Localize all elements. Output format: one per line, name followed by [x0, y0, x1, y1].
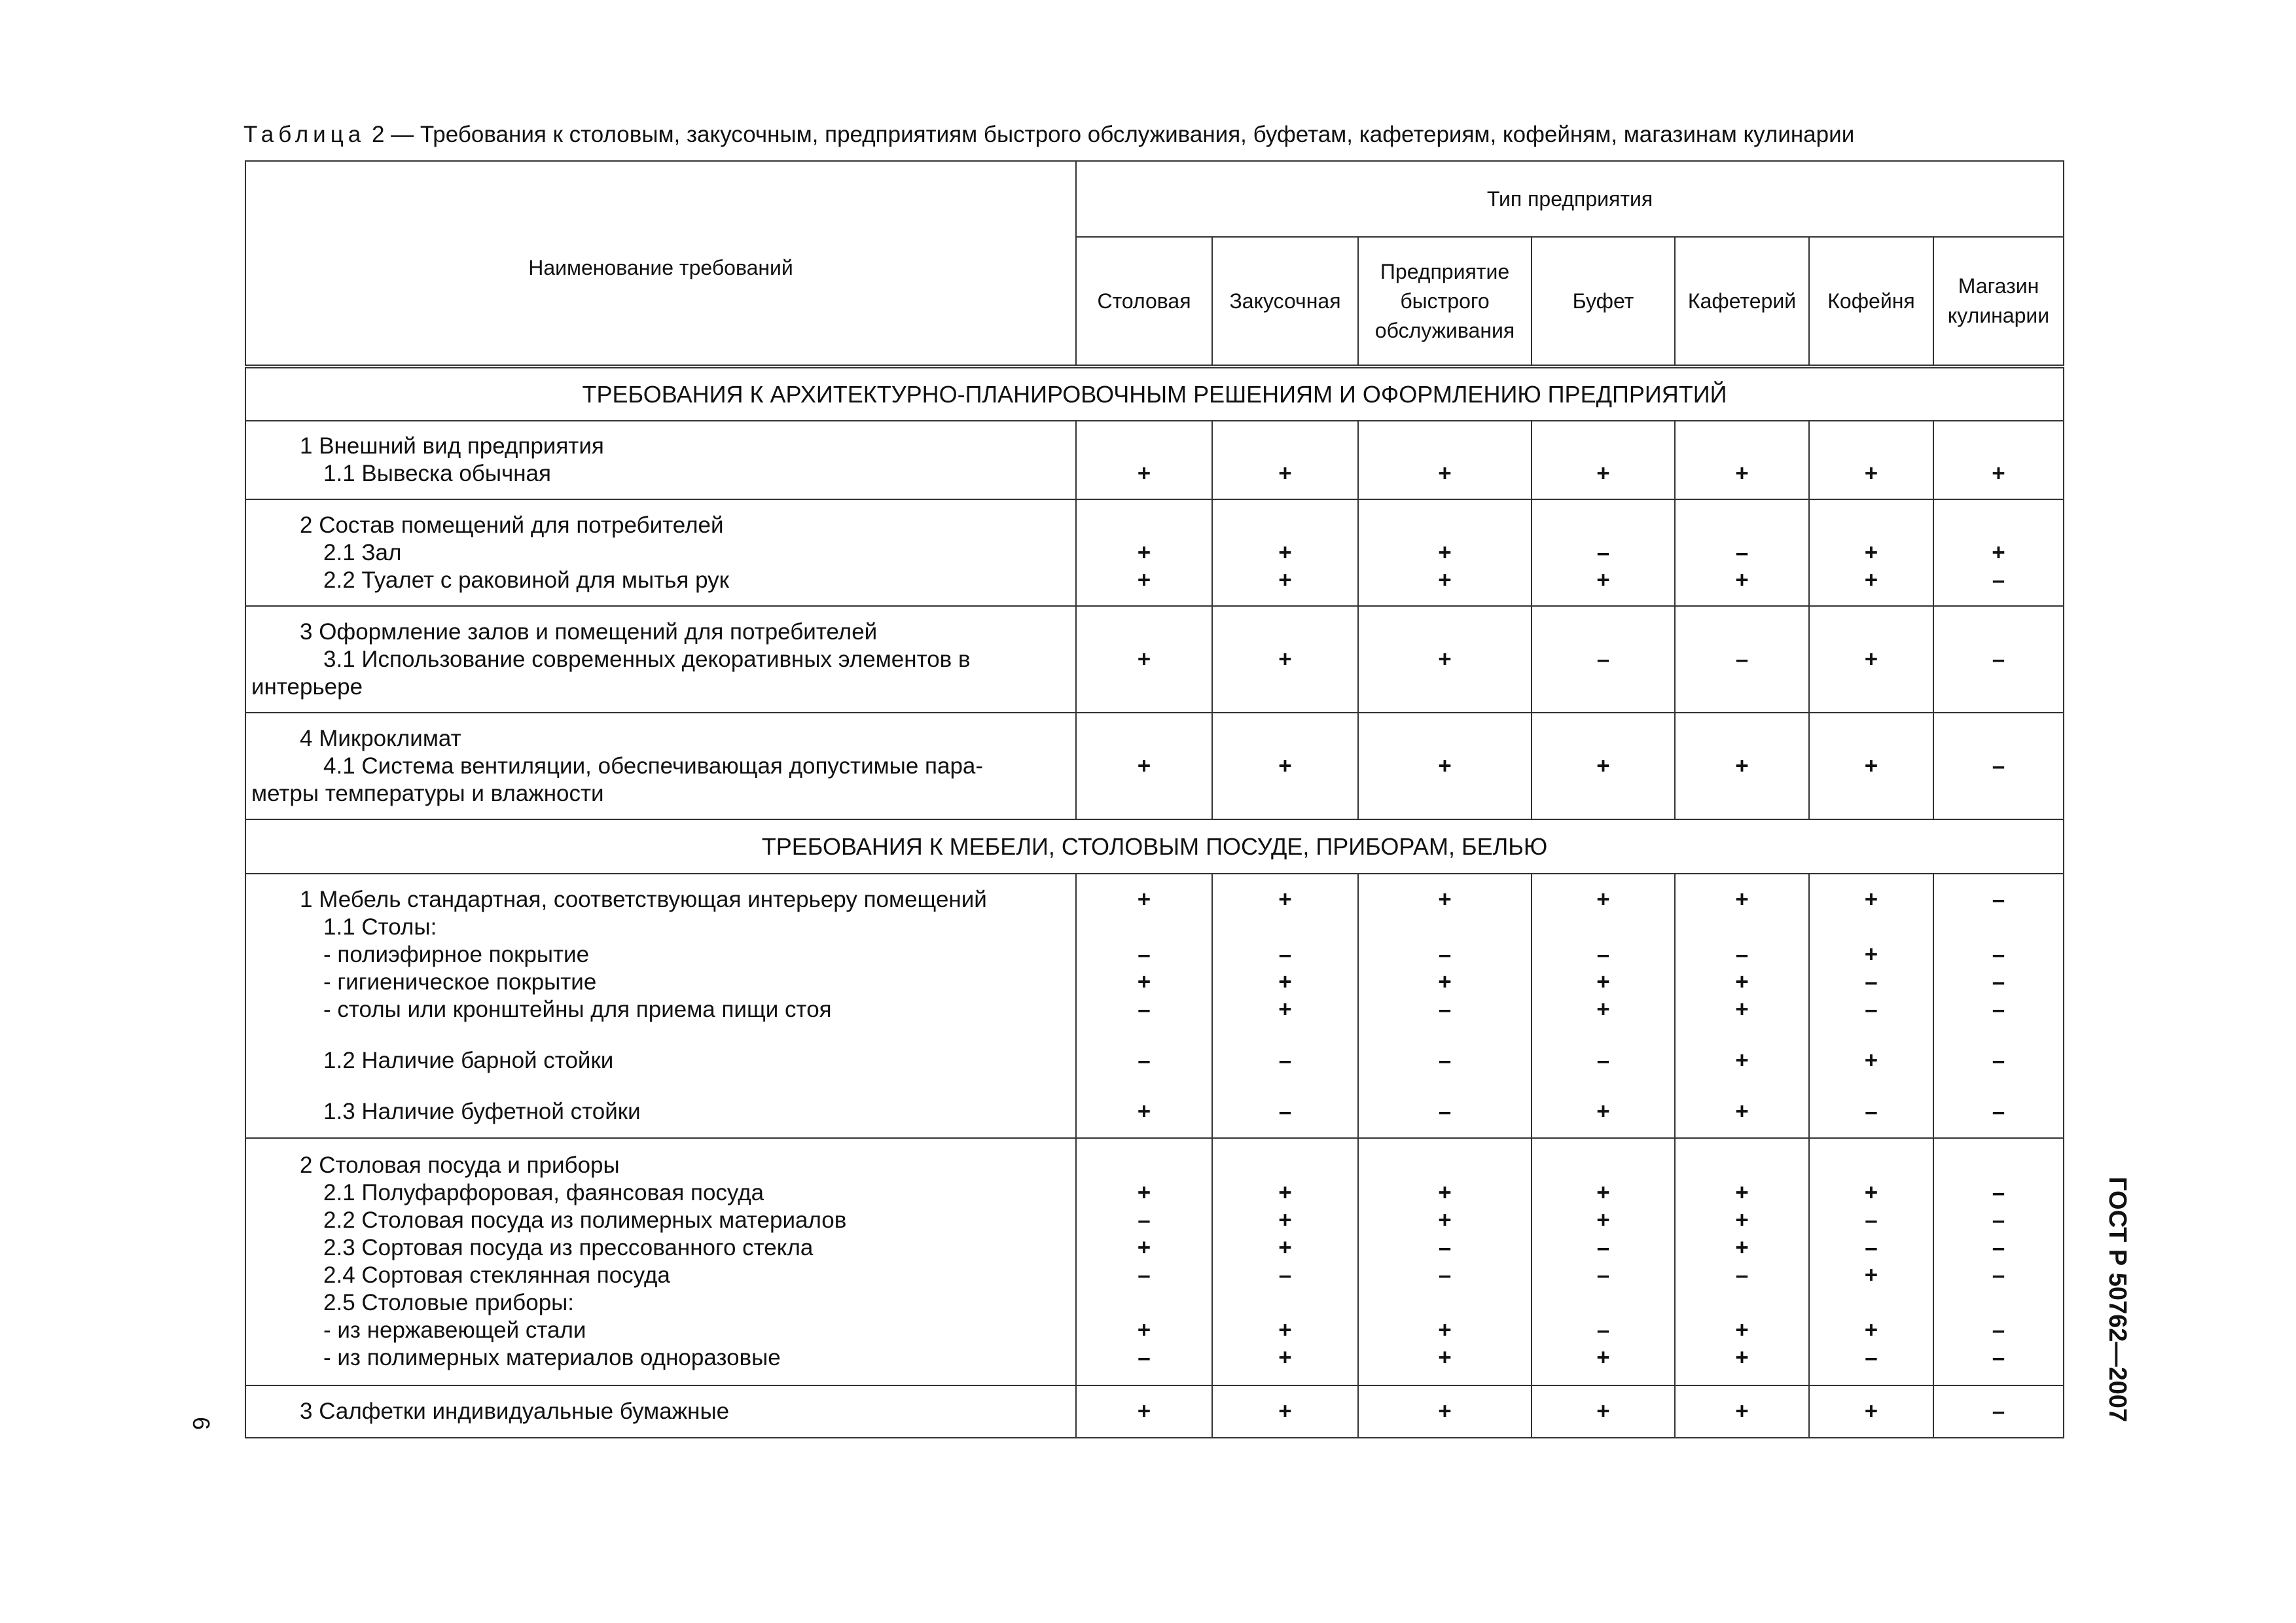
mark-cell	[1809, 421, 1933, 499]
mark-value: +	[1137, 646, 1151, 672]
mark-cell	[1076, 713, 1212, 819]
mark-value: –	[1438, 1099, 1452, 1124]
mark-value: –	[1596, 1262, 1610, 1288]
column-header-line: быстрого	[1400, 289, 1490, 313]
mark-cell	[1675, 713, 1809, 819]
standard-designation-text: ГОСТ Р 50762—2007	[2103, 1176, 2131, 1422]
mark-cell	[1809, 499, 1933, 606]
mark-value: +	[1278, 539, 1292, 565]
requirement-line: 4.1 Система вентиляции, обеспечивающая допустимые пара-	[323, 753, 984, 779]
requirement-line: 3.1 Использование современных декоративных элементов в	[323, 646, 971, 672]
column-header-line: Предприятие	[1380, 259, 1510, 283]
requirement-cell	[245, 1138, 1076, 1385]
requirement-line: 1.2 Наличие барной стойки	[323, 1048, 614, 1073]
requirement-line: - гигиеническое покрытие	[323, 969, 597, 995]
mark-value: +	[1137, 969, 1151, 995]
mark-value: –	[1992, 942, 2005, 967]
mark-value: +	[1137, 1317, 1151, 1343]
mark-value	[1077, 512, 1211, 539]
requirement-cell	[245, 499, 1076, 606]
table-row	[245, 499, 2064, 606]
mark-cell	[1532, 1385, 1675, 1438]
requirement-line: 1.3 Наличие буфетной стойки	[323, 1099, 641, 1124]
mark-value: –	[1138, 1207, 1151, 1233]
mark-value: –	[1992, 1399, 2005, 1424]
mark-value: +	[1735, 1345, 1749, 1370]
requirement-cell	[245, 874, 1076, 1138]
mark-value: +	[1735, 1235, 1749, 1260]
mark-value: +	[1278, 1180, 1292, 1205]
mark-value: +	[1438, 1317, 1452, 1343]
spacer	[251, 1075, 1064, 1098]
mark-cell	[1212, 874, 1358, 1138]
mark-value: +	[1864, 567, 1878, 593]
spacer	[1213, 1024, 1357, 1047]
requirement-line: 2.4 Сортовая стеклянная посуда	[323, 1262, 670, 1288]
mark-value: +	[1992, 461, 2005, 486]
mark-value: +	[1864, 1262, 1878, 1288]
mark-value: +	[1438, 753, 1452, 779]
mark-cell	[1076, 421, 1212, 499]
mark-value: +	[1137, 1099, 1151, 1124]
mark-value: –	[1865, 1207, 1878, 1233]
mark-value: –	[1865, 1345, 1878, 1370]
mark-value: –	[1596, 1048, 1610, 1073]
mark-value	[1213, 433, 1357, 460]
caption-text: 2 — Требования к столовым, закусочным, предприятиям быстрого обслуживания, буфетам, кафетериям, кофейням, магазинам кулинарии	[371, 122, 1855, 147]
mark-value: –	[1278, 1099, 1292, 1124]
table-row	[245, 713, 2064, 819]
spacer	[1676, 1075, 1808, 1098]
requirement-line: 1.1 Столы:	[323, 914, 437, 940]
mark-value	[1532, 914, 1674, 941]
mark-value: –	[1992, 997, 2005, 1022]
mark-cell	[1076, 1385, 1212, 1438]
mark-value: +	[1438, 969, 1452, 995]
mark-value: +	[1735, 461, 1749, 486]
section-title: ТРЕБОВАНИЯ К АРХИТЕКТУРНО-ПЛАНИРОВОЧНЫМ РЕШЕНИЯМ И ОФОРМЛЕНИЮ ПРЕДПРИЯТИЙ	[245, 366, 2064, 421]
mark-cell	[1532, 713, 1675, 819]
requirement-line: 3 Салфетки индивидуальные бумажные	[300, 1399, 730, 1424]
column-header-line: Закусочная	[1229, 289, 1341, 313]
requirement-cell	[245, 1385, 1076, 1438]
mark-value	[1810, 433, 1933, 460]
mark-cell	[1675, 606, 1809, 713]
table-row	[245, 1138, 2064, 1385]
table-caption	[243, 122, 1854, 148]
mark-value	[1213, 1152, 1357, 1179]
mark-value: +	[1596, 753, 1610, 779]
mark-value: +	[1864, 1399, 1878, 1424]
mark-value: +	[1735, 1317, 1749, 1343]
table-row	[245, 1385, 2064, 1438]
mark-value: +	[1596, 1345, 1610, 1370]
mark-value: –	[1865, 1099, 1878, 1124]
mark-value	[1934, 512, 2063, 539]
mark-value	[1359, 1289, 1531, 1317]
mark-value: –	[1138, 1262, 1151, 1288]
mark-value: +	[1137, 753, 1151, 779]
mark-value: –	[1438, 997, 1452, 1022]
mark-value: –	[1138, 997, 1151, 1022]
spacer	[1213, 1075, 1357, 1098]
mark-value: –	[1992, 1180, 2005, 1205]
mark-value: –	[1992, 969, 2005, 995]
mark-value: –	[1596, 942, 1610, 967]
mark-value	[1676, 914, 1808, 941]
mark-value: +	[1596, 567, 1610, 593]
mark-value: +	[1278, 997, 1292, 1022]
requirement-line: - столы или кронштейны для приема пищи стоя	[323, 997, 832, 1022]
mark-value: –	[1992, 1345, 2005, 1370]
mark-cell	[1212, 713, 1358, 819]
mark-cell	[1675, 874, 1809, 1138]
mark-value: +	[1864, 461, 1878, 486]
requirement-line: 2.2 Столовая посуда из полимерных материалов	[323, 1207, 847, 1233]
enterprise-type-header: Тип предприятия	[1076, 161, 2064, 237]
mark-value: +	[1596, 1099, 1610, 1124]
mark-cell	[1358, 713, 1532, 819]
requirement-line: 3 Оформление залов и помещений для потребителей	[300, 618, 878, 645]
column-header-line: Кафетерий	[1687, 289, 1797, 313]
mark-cell	[1076, 499, 1212, 606]
mark-cell	[1076, 874, 1212, 1138]
mark-cell	[1933, 1138, 2064, 1385]
mark-value: +	[1864, 1317, 1878, 1343]
mark-value: –	[1596, 1317, 1610, 1343]
mark-value: –	[1138, 942, 1151, 967]
mark-value: +	[1596, 1207, 1610, 1233]
spacer	[1934, 1075, 2063, 1098]
mark-value	[1359, 433, 1531, 460]
spacer	[1077, 1024, 1211, 1047]
mark-value: +	[1278, 753, 1292, 779]
mark-cell	[1933, 713, 2064, 819]
page-number-text: 6	[188, 1416, 215, 1431]
mark-cell	[1212, 499, 1358, 606]
requirement-line: 4 Микроклимат	[300, 725, 461, 751]
mark-value: +	[1864, 887, 1878, 912]
mark-value	[1934, 1152, 2063, 1179]
mark-value: –	[1138, 1345, 1151, 1370]
mark-value	[1213, 914, 1357, 941]
requirement-line: 2.3 Сортовая посуда из прессованного стекла	[323, 1235, 814, 1260]
mark-value	[1077, 914, 1211, 941]
requirement-line: 2 Состав помещений для потребителей	[300, 512, 724, 538]
mark-value: +	[1596, 1180, 1610, 1205]
column-header-line: Буфет	[1572, 289, 1634, 313]
mark-value: +	[1596, 887, 1610, 912]
mark-cell	[1809, 1385, 1933, 1438]
requirement-line: 2.1 Полуфарфоровая, фаянсовая посуда	[323, 1180, 764, 1205]
mark-value: +	[1278, 1207, 1292, 1233]
mark-value: +	[1278, 1399, 1292, 1424]
mark-cell	[1675, 499, 1809, 606]
mark-value: +	[1735, 997, 1749, 1022]
mark-value: +	[1735, 1099, 1749, 1124]
mark-value	[1359, 914, 1531, 941]
mark-value: +	[1137, 1180, 1151, 1205]
mark-value: +	[1438, 646, 1452, 672]
mark-value: +	[1438, 567, 1452, 593]
mark-value: +	[1864, 539, 1878, 565]
mark-value: +	[1735, 753, 1749, 779]
mark-value: –	[1992, 567, 2005, 593]
spacer	[1359, 1075, 1531, 1098]
mark-cell	[1809, 874, 1933, 1138]
mark-value: +	[1735, 1399, 1749, 1424]
column-header-line: обслуживания	[1374, 318, 1515, 342]
mark-value: +	[1596, 969, 1610, 995]
requirement-line: метры температуры и влажности	[251, 780, 604, 806]
mark-cell	[1212, 1138, 1358, 1385]
mark-cell	[1212, 1385, 1358, 1438]
mark-cell	[1358, 874, 1532, 1138]
mark-value	[1532, 512, 1674, 539]
spacer	[251, 1024, 1064, 1047]
mark-cell	[1532, 421, 1675, 499]
enterprise-type-column-4	[1675, 237, 1809, 366]
mark-value	[1532, 1289, 1674, 1317]
mark-cell	[1675, 1138, 1809, 1385]
mark-value: –	[1992, 1099, 2005, 1124]
mark-cell	[1532, 874, 1675, 1138]
mark-value: +	[1278, 567, 1292, 593]
enterprise-type-column-0	[1076, 237, 1212, 366]
spacer	[1532, 1024, 1674, 1047]
mark-value: +	[1735, 1048, 1749, 1073]
mark-value: +	[1864, 1048, 1878, 1073]
mark-value	[1676, 512, 1808, 539]
mark-value: +	[1438, 461, 1452, 486]
mark-value: –	[1735, 1262, 1749, 1288]
mark-value	[1213, 512, 1357, 539]
mark-cell	[1358, 421, 1532, 499]
mark-value: –	[1438, 1235, 1452, 1260]
mark-value: +	[1438, 1207, 1452, 1233]
column-header-line: Столовая	[1097, 289, 1191, 313]
mark-value: +	[1137, 539, 1151, 565]
mark-value: –	[1992, 887, 2005, 912]
requirements-table	[245, 160, 2064, 1438]
mark-cell	[1933, 499, 2064, 606]
spacer	[1934, 1024, 2063, 1047]
standard-designation	[2090, 1158, 2143, 1440]
mark-value: +	[1735, 887, 1749, 912]
spacer	[1532, 1075, 1674, 1098]
requirement-line: 1 Мебель стандартная, соответствующая интерьеру помещений	[300, 887, 987, 912]
requirement-cell	[245, 421, 1076, 499]
mark-value: –	[1138, 1048, 1151, 1073]
requirement-line: 2.1 Зал	[323, 539, 402, 565]
column-header-line: Магазин	[1958, 274, 2039, 298]
mark-value: –	[1992, 646, 2005, 672]
mark-value: –	[1992, 753, 2005, 779]
requirement-line: 1.1 Вывеска обычная	[323, 461, 551, 486]
mark-value: +	[1438, 1180, 1452, 1205]
mark-value	[1532, 1152, 1674, 1179]
spacer	[1810, 1075, 1933, 1098]
mark-value	[1077, 1152, 1211, 1179]
mark-cell	[1809, 606, 1933, 713]
mark-value: +	[1278, 646, 1292, 672]
mark-value: +	[1278, 887, 1292, 912]
mark-value	[1359, 512, 1531, 539]
mark-cell	[1358, 1385, 1532, 1438]
mark-value: +	[1864, 942, 1878, 967]
requirement-line: интерьере	[251, 673, 363, 700]
mark-value	[1934, 433, 2063, 460]
mark-value: +	[1735, 969, 1749, 995]
mark-value	[1676, 433, 1808, 460]
section-title: ТРЕБОВАНИЯ К МЕБЕЛИ, СТОЛОВЫМ ПОСУДЕ, ПРИБОРАМ, БЕЛЬЮ	[245, 819, 2064, 874]
mark-value	[1676, 1152, 1808, 1179]
mark-value: +	[1278, 969, 1292, 995]
mark-value	[1810, 1289, 1933, 1317]
mark-cell	[1933, 606, 2064, 713]
mark-value	[1810, 914, 1933, 941]
requirement-line: 2.2 Туалет с раковиной для мытья рук	[323, 567, 729, 593]
section-row	[245, 819, 2064, 874]
mark-value: –	[1865, 997, 1878, 1022]
requirement-column-header: Наименование требований	[245, 161, 1076, 366]
mark-value: +	[1438, 1345, 1452, 1370]
mark-value: +	[1596, 1399, 1610, 1424]
mark-value: +	[1137, 567, 1151, 593]
mark-value: –	[1992, 1262, 2005, 1288]
spacer	[1810, 1024, 1933, 1047]
enterprise-type-column-5	[1809, 237, 1933, 366]
mark-cell	[1532, 606, 1675, 713]
section-row	[245, 366, 2064, 421]
mark-value: +	[1864, 1180, 1878, 1205]
mark-cell	[1933, 1385, 2064, 1438]
mark-value: +	[1438, 539, 1452, 565]
table-row	[245, 874, 2064, 1138]
mark-value	[1213, 1289, 1357, 1317]
mark-value: –	[1992, 1317, 2005, 1343]
mark-value	[1810, 1152, 1933, 1179]
mark-value: +	[1137, 1235, 1151, 1260]
mark-value: –	[1596, 539, 1610, 565]
mark-value: –	[1438, 1262, 1452, 1288]
mark-cell	[1358, 1138, 1532, 1385]
column-header-line: Кофейня	[1827, 289, 1915, 313]
mark-cell	[1532, 1138, 1675, 1385]
mark-value: –	[1438, 942, 1452, 967]
mark-value	[1077, 433, 1211, 460]
requirement-cell	[245, 606, 1076, 713]
enterprise-type-column-1	[1212, 237, 1358, 366]
mark-value: –	[1438, 1048, 1452, 1073]
mark-cell	[1675, 1385, 1809, 1438]
caption-lead: Таблица	[243, 122, 366, 147]
table-row	[245, 606, 2064, 713]
mark-cell	[1532, 499, 1675, 606]
mark-value	[1810, 512, 1933, 539]
mark-value: –	[1992, 1048, 2005, 1073]
mark-value: +	[1735, 1207, 1749, 1233]
mark-value	[1676, 1289, 1808, 1317]
mark-cell	[1809, 713, 1933, 819]
requirement-line: 2.5 Столовые приборы:	[323, 1290, 575, 1315]
requirement-line: 1 Внешний вид предприятия	[300, 433, 604, 459]
mark-value: +	[1278, 461, 1292, 486]
mark-value: +	[1438, 887, 1452, 912]
page-number	[185, 1407, 217, 1440]
mark-value: +	[1864, 646, 1878, 672]
mark-value: –	[1278, 1048, 1292, 1073]
mark-cell	[1076, 606, 1212, 713]
mark-value: +	[1596, 461, 1610, 486]
header-row-top	[245, 161, 2064, 237]
mark-value: –	[1596, 1235, 1610, 1260]
mark-cell	[1358, 606, 1532, 713]
mark-value	[1934, 1289, 2063, 1317]
column-header-line: кулинарии	[1947, 304, 2050, 327]
mark-value: –	[1865, 969, 1878, 995]
mark-value: +	[1278, 1235, 1292, 1260]
mark-value	[1934, 914, 2063, 941]
mark-cell	[1358, 499, 1532, 606]
mark-cell	[1933, 874, 2064, 1138]
spacer	[1359, 1024, 1531, 1047]
mark-value: +	[1278, 1345, 1292, 1370]
mark-cell	[1076, 1138, 1212, 1385]
mark-value: +	[1735, 1180, 1749, 1205]
requirement-line: - из полимерных материалов одноразовые	[323, 1345, 781, 1370]
mark-value: +	[1278, 1317, 1292, 1343]
mark-cell	[1809, 1138, 1933, 1385]
mark-value: +	[1137, 461, 1151, 486]
enterprise-type-column-6	[1933, 237, 2064, 366]
mark-cell	[1675, 421, 1809, 499]
mark-value	[1077, 1289, 1211, 1317]
requirement-cell	[245, 713, 1076, 819]
mark-cell	[1212, 421, 1358, 499]
mark-value: +	[1596, 997, 1610, 1022]
mark-cell	[1933, 421, 2064, 499]
mark-value: –	[1735, 646, 1749, 672]
mark-cell	[1212, 606, 1358, 713]
mark-value: –	[1278, 942, 1292, 967]
mark-value: –	[1596, 646, 1610, 672]
mark-value: +	[1864, 753, 1878, 779]
enterprise-type-column-2	[1358, 237, 1532, 366]
mark-value: –	[1735, 539, 1749, 565]
mark-value: +	[1438, 1399, 1452, 1424]
mark-value: +	[1137, 1399, 1151, 1424]
mark-value	[1359, 1152, 1531, 1179]
mark-value: –	[1735, 942, 1749, 967]
requirement-line: - из нержавеющей стали	[323, 1317, 586, 1343]
mark-value: –	[1992, 1235, 2005, 1260]
mark-value: –	[1278, 1262, 1292, 1288]
enterprise-type-column-3	[1532, 237, 1675, 366]
requirement-line: 2 Столовая посуда и приборы	[300, 1152, 620, 1178]
mark-value: +	[1735, 567, 1749, 593]
mark-value: +	[1992, 539, 2005, 565]
table-row	[245, 421, 2064, 499]
mark-value	[1532, 433, 1674, 460]
spacer	[1676, 1024, 1808, 1047]
mark-value: –	[1865, 1235, 1878, 1260]
spacer	[1077, 1075, 1211, 1098]
mark-value: +	[1137, 887, 1151, 912]
requirement-line: - полиэфирное покрытие	[323, 942, 590, 967]
mark-value: –	[1992, 1207, 2005, 1233]
